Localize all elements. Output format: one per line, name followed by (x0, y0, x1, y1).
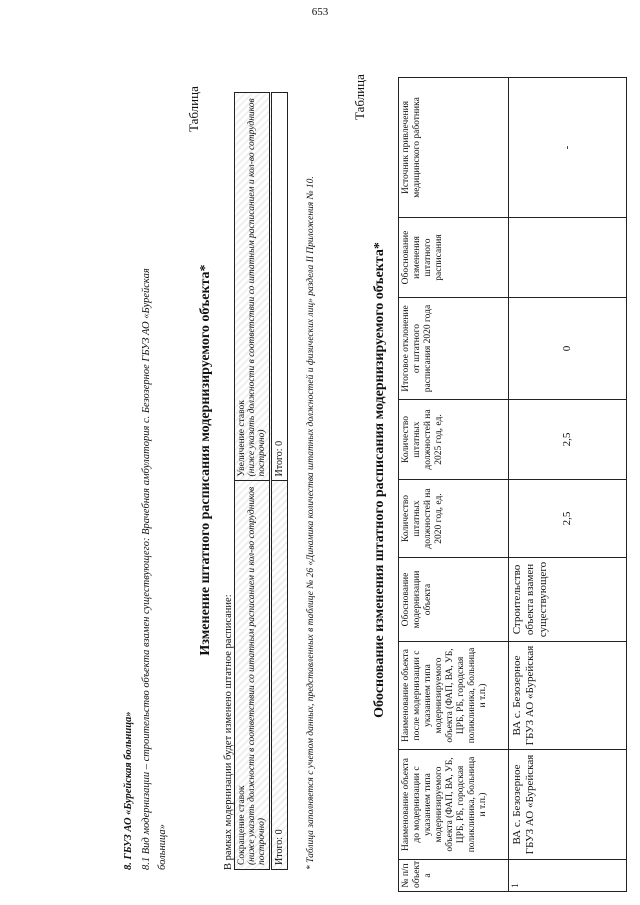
header-count-2020: Количество штатных должностей на 2020 год, ед. (399, 480, 509, 558)
cell-before: ВА с. Безозерное ГБУЗ АО «Бурейская (509, 750, 627, 860)
header-reason: Обоснование модернизации объекта (399, 558, 509, 642)
intro-text: В рамках модернизации будет изменено штатное расписание: (223, 594, 234, 870)
header-after: Наименование объекта после модернизации с указанием типа модернизируемого объекта (ФАП, ВА, УБ, ЦРБ, РБ, городская поликлиника, больница и т.п.) (399, 642, 509, 750)
header-justification: Обоснование изменения штатного расписания (399, 218, 509, 298)
header-deviation: Итоговое отклонение от штатного расписания 2020 года (399, 298, 509, 400)
section-subtitle-line2: больница» (157, 824, 168, 870)
justification-table-wrap (398, 77, 627, 892)
section-subtitle-line1: 8.1 Вид модернизации – строительство объекта взамен существующего: Врачебная амбулатория с. Безозерное ГБУЗ АО «Бурейская (141, 268, 152, 870)
cell-reason: Строительство объекта взамен существующего (509, 558, 627, 642)
cell-count-2020: 2,5 (509, 480, 627, 558)
table-label-2: Таблица (352, 74, 367, 120)
staff-change-heading: Изменение штатного расписания модернизируемого объекта* (198, 264, 213, 656)
cell-deviation: 0 (509, 298, 627, 400)
header-num: № п/п объект а (399, 860, 509, 892)
footnote: * Таблица заполняется с учетом данных, представленных в таблице № 26 «Динамика количества штатных должностей и физических лиц» раздела II Приложения № 10. (306, 176, 316, 870)
header-count-2025: Количество штатных должностей на 2025 год, ед. (399, 400, 509, 480)
table-label: Таблица (186, 86, 201, 132)
section-title: 8. ГБУЗ АО «Бурейская больница» (123, 711, 134, 870)
page-number: 653 (311, 6, 329, 18)
cell-after: ВА с. Безозерное ГБУЗ АО «Бурейская (509, 642, 627, 750)
justification-table (398, 77, 627, 892)
table-row (509, 78, 627, 892)
cell-source: - (509, 78, 627, 218)
reduction-cell (235, 481, 271, 870)
cell-count-2025: 2,5 (509, 400, 627, 480)
total-left: Итого: 0 (271, 481, 288, 870)
cell-justification (509, 218, 627, 298)
reduction-title: Сокращение ставок (237, 785, 247, 865)
header-before: Наименование объекта до модернизации с указанием типа модернизируемого объекта (ФАП, ВА, УБ, ЦРБ, РБ, городская поликлиника, больница и т.п.) (399, 750, 509, 860)
staff-change-table-wrap (234, 92, 288, 870)
header-source: Источник привлечения медицинского работника (399, 78, 509, 218)
reduction-note: (ниже указать должности в соответствии со штатным расписанием и кол-во сотрудников построчно) (247, 486, 267, 865)
increase-title: Увеличение ставок (237, 400, 247, 477)
increase-note: (ниже указать должности в соответствии со штатным расписанием и кол-во сотрудников построчно) (247, 98, 267, 477)
staff-change-table (234, 92, 288, 870)
justification-heading: Обоснование изменения штатного расписания модернизируемого объекта* (372, 242, 387, 718)
cell-num: 1 (509, 860, 627, 892)
total-right: Итого: 0 (271, 93, 288, 482)
increase-cell (235, 93, 271, 482)
